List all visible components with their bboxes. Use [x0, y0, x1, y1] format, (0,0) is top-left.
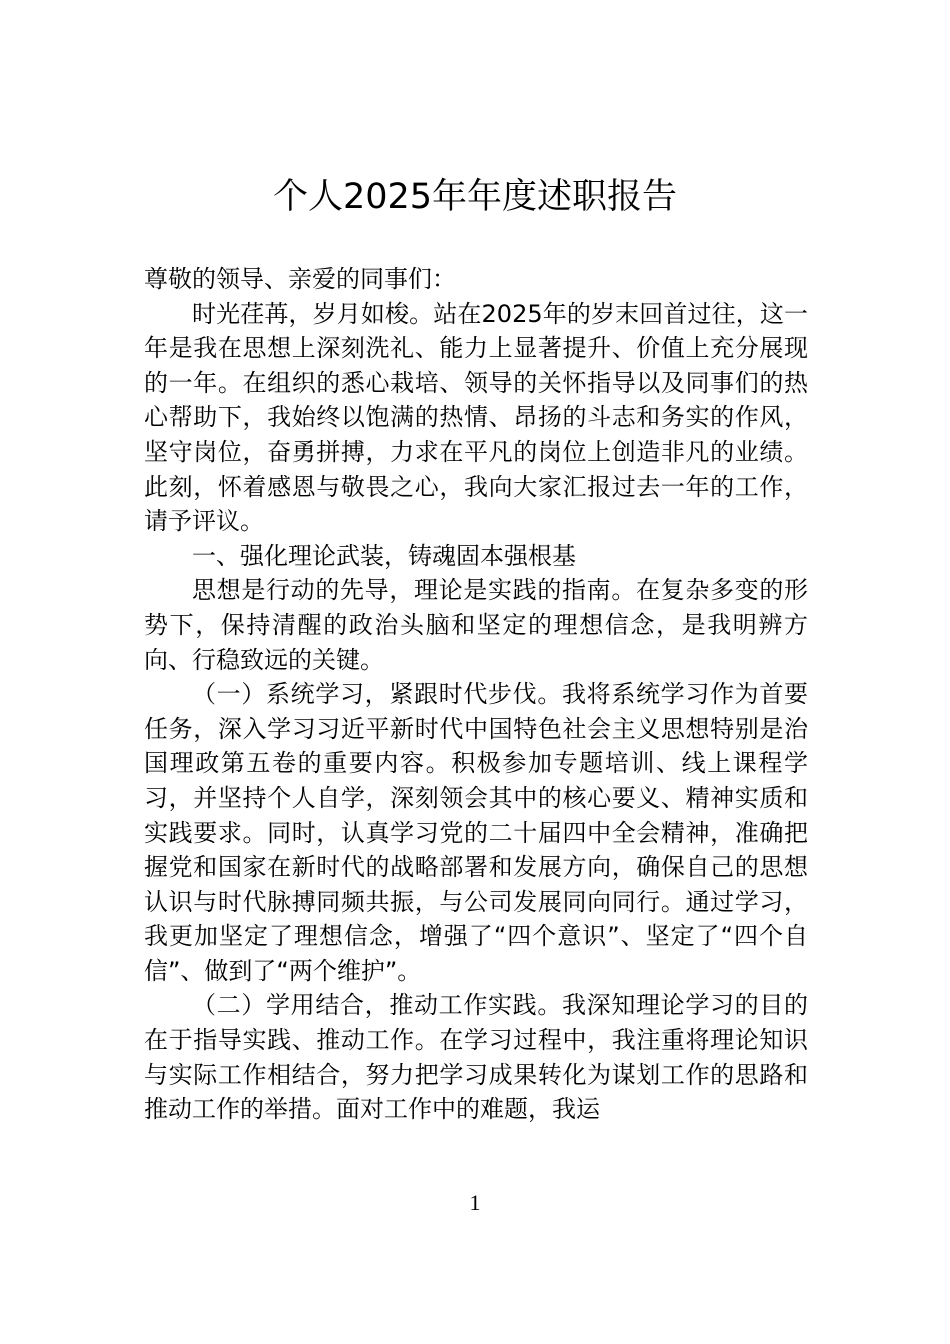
paragraph-intro: 时光荏苒，岁月如梭。站在2025年的岁末回首过往，这一年是我在思想上深刻洗礼、能力上显著提升、价值上充分展现的一年。在组织的悉心栽培、领导的关怀指导以及同事们的热心帮助下，我始终以饱满的热情、昂扬的斗志和务实的作风，坚守岗位，奋勇拼搏，力求在平凡的岗位上创造非凡的业绩。此刻，怀着感恩与敬畏之心，我向大家汇报过去一年的工作，请予评议。 [144, 299, 808, 536]
section-heading-1: 一、强化理论武装，铸魂固本强根基 [192, 541, 576, 570]
paragraph-section-1-lead: 思想是行动的先导，理论是实践的指南。在复杂多变的形势下，保持清醒的政治头脑和坚定的理想信念，是我明辨方向、行稳致远的关键。 [144, 576, 808, 674]
document-body [144, 262, 808, 1127]
paragraph-subsection-2: （二）学用结合，推动工作实践。我深知理论学习的目的在于指导实践、推动工作。在学习过程中，我注重将理论知识与实际工作相结合，努力把学习成果转化为谋划工作的思路和推动工作的举措。面对工作中的难题，我运 [144, 991, 808, 1124]
salutation: 尊敬的领导、亲爱的同事们： [144, 265, 456, 293]
paragraph-subsection-1: （一）系统学习，紧跟时代步伐。我将系统学习作为首要任务，深入学习习近平新时代中国特色社会主义思想特别是治国理政第五卷的重要内容。积极参加专题培训、线上课程学习，并坚持个人自学，深刻领会其中的核心要义、精神实质和实践要求。同时，认真学习党的二十届四中全会精神，准确把握党和国家在新时代的战略部署和发展方向，确保自己的思想认识与时代脉搏同频共振，与公司发展同向同行。通过学习，我更加坚定了理想信念，增强了“四个意识”、坚定了“四个自信”、做到了“两个维护”。 [144, 680, 808, 985]
page-number: 1 [469, 1190, 481, 1215]
document-title: 个人2025年年度述职报告 [272, 177, 678, 217]
